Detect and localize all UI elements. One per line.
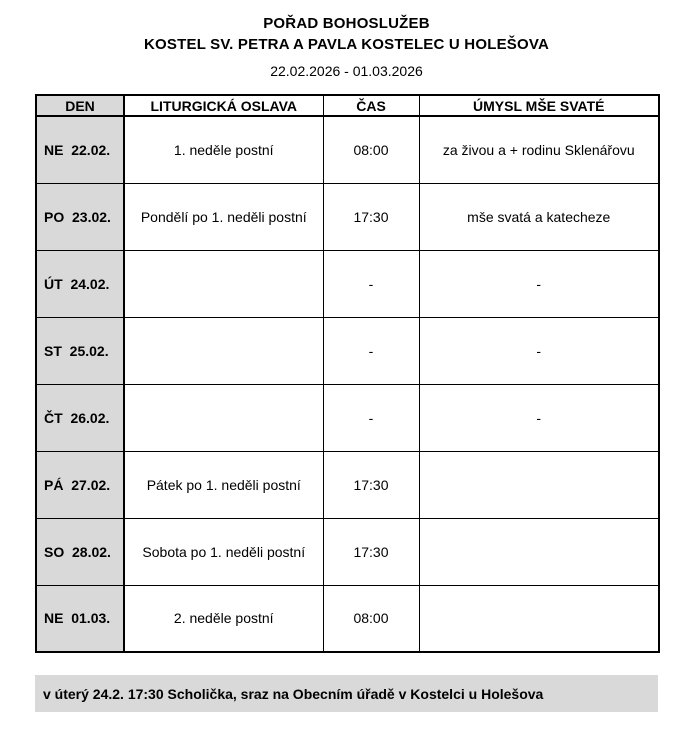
intention-cell: - — [419, 250, 659, 317]
column-header-den: DEN — [36, 95, 124, 116]
day-cell: ST 25.02. — [36, 317, 124, 384]
liturgy-cell — [124, 250, 323, 317]
time-cell: - — [323, 250, 419, 317]
table-header-row — [36, 95, 659, 116]
column-header-cas: ČAS — [323, 95, 419, 116]
day-cell: NE 22.02. — [36, 116, 124, 183]
day-cell: PO 23.02. — [36, 183, 124, 250]
time-cell: 17:30 — [323, 183, 419, 250]
liturgy-cell: 2. neděle postní — [124, 585, 323, 652]
page-title-line1: POŘAD BOHOSLUŽEB — [263, 15, 430, 32]
intention-cell — [419, 451, 659, 518]
intention-cell: - — [419, 317, 659, 384]
day-cell: ČT 26.02. — [36, 384, 124, 451]
schedule-table — [35, 94, 660, 653]
page-title-line2: KOSTEL SV. PETRA A PAVLA KOSTELEC U HOLEŠOVA — [144, 36, 549, 53]
table-row — [36, 451, 659, 518]
time-cell: 08:00 — [323, 116, 419, 183]
day-cell: ÚT 24.02. — [36, 250, 124, 317]
day-cell: NE 01.03. — [36, 585, 124, 652]
footer-note: v úterý 24.2. 17:30 Scholička, sraz na Obecním úřadě v Kostelci u Holešova — [35, 675, 658, 712]
time-cell: - — [323, 317, 419, 384]
liturgy-cell: Pondělí po 1. neděli postní — [124, 183, 323, 250]
column-header-umysl-mse-svate: ÚMYSL MŠE SVATÉ — [419, 95, 659, 116]
table-row — [36, 116, 659, 183]
intention-cell — [419, 585, 659, 652]
intention-cell: mše svatá a katecheze — [419, 183, 659, 250]
column-header-liturgicka-oslava: LITURGICKÁ OSLAVA — [124, 95, 323, 116]
liturgy-cell: Pátek po 1. neděli postní — [124, 451, 323, 518]
intention-cell: za živou a + rodinu Sklenářovu — [419, 116, 659, 183]
liturgy-cell: Sobota po 1. neděli postní — [124, 518, 323, 585]
time-cell: 17:30 — [323, 451, 419, 518]
day-cell: SO 28.02. — [36, 518, 124, 585]
date-range: 22.02.2026 - 01.03.2026 — [270, 63, 423, 79]
time-cell: 08:00 — [323, 585, 419, 652]
intention-cell — [419, 518, 659, 585]
day-cell: PÁ 27.02. — [36, 451, 124, 518]
time-cell: - — [323, 384, 419, 451]
time-cell: 17:30 — [323, 518, 419, 585]
table-row — [36, 518, 659, 585]
table-row — [36, 585, 659, 652]
liturgy-cell — [124, 384, 323, 451]
table-row — [36, 317, 659, 384]
table-row — [36, 384, 659, 451]
liturgy-cell: 1. neděle postní — [124, 116, 323, 183]
liturgy-cell — [124, 317, 323, 384]
intention-cell: - — [419, 384, 659, 451]
table-row — [36, 183, 659, 250]
table-row — [36, 250, 659, 317]
